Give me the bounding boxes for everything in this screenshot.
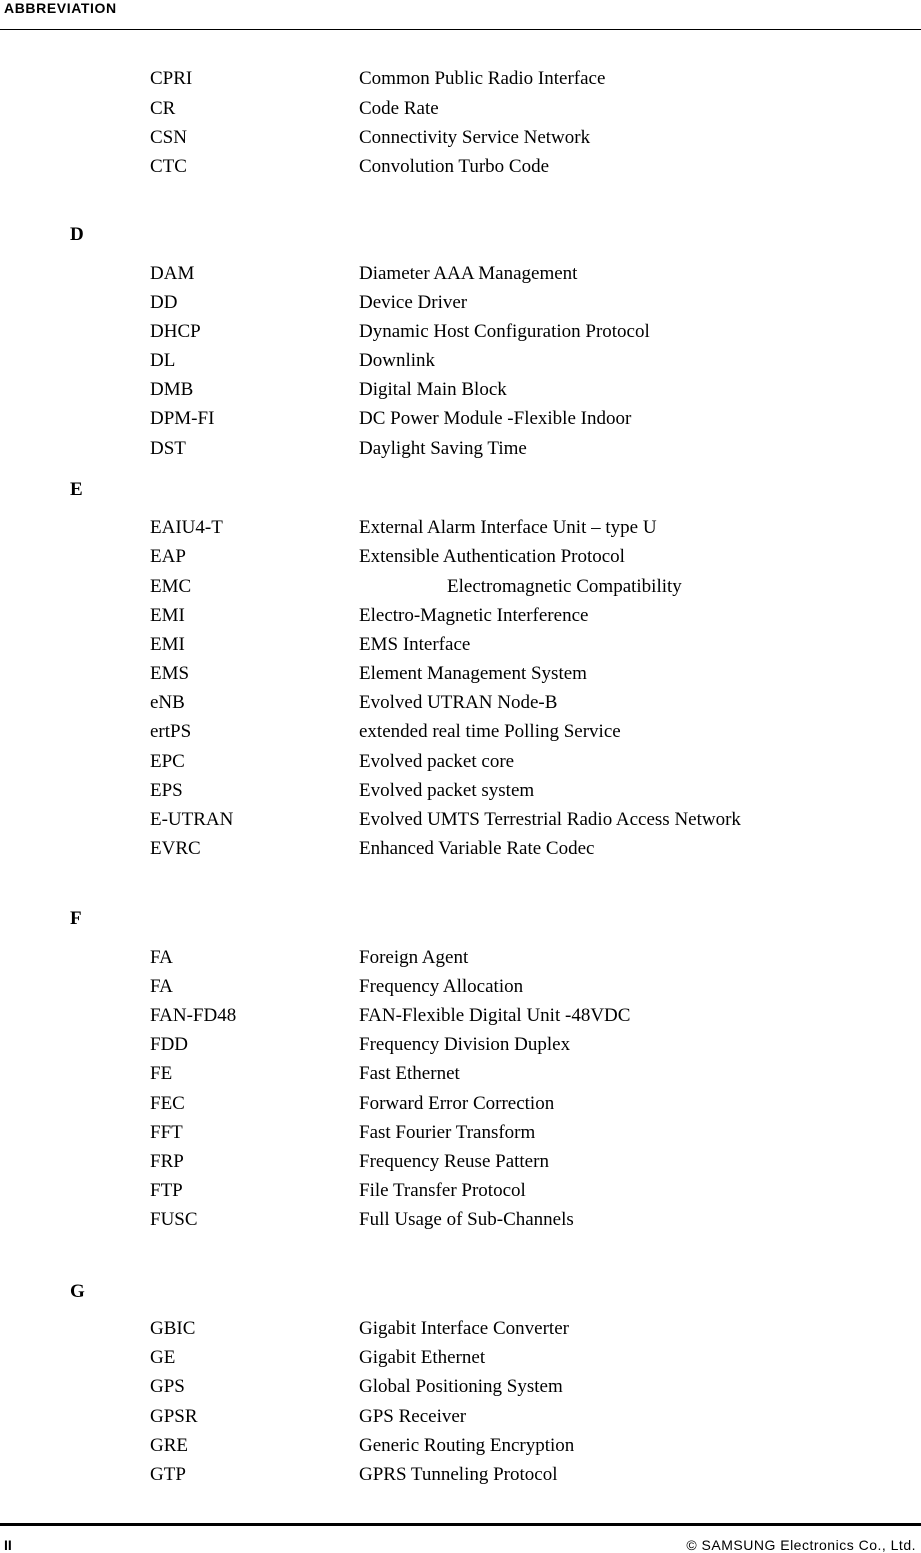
abbreviation: CPRI bbox=[150, 68, 193, 89]
definition: Daylight Saving Time bbox=[359, 438, 527, 459]
definition: Dynamic Host Configuration Protocol bbox=[359, 321, 650, 342]
definition: Enhanced Variable Rate Codec bbox=[359, 838, 595, 859]
entry-row bbox=[0, 837, 921, 861]
entry-row bbox=[0, 1150, 921, 1174]
entry-row bbox=[0, 691, 921, 715]
abbreviation: DD bbox=[150, 292, 178, 313]
definition: External Alarm Interface Unit – type U bbox=[359, 517, 657, 538]
abbreviation: EMC bbox=[150, 576, 192, 597]
definition: Evolved packet core bbox=[359, 751, 515, 772]
definition: Gigabit Interface Converter bbox=[359, 1318, 569, 1339]
definition: extended real time Polling Service bbox=[359, 721, 621, 742]
abbreviation: DST bbox=[150, 438, 186, 459]
definition: Common Public Radio Interface bbox=[359, 68, 606, 89]
abbreviation: FFT bbox=[150, 1122, 183, 1143]
definition: Digital Main Block bbox=[359, 379, 507, 400]
definition: Evolved UTRAN Node-B bbox=[359, 692, 558, 713]
definition: Connectivity Service Network bbox=[359, 127, 591, 148]
abbreviation: DMB bbox=[150, 379, 194, 400]
definition: Evolved UMTS Terrestrial Radio Access Network bbox=[359, 809, 741, 830]
entry-row bbox=[0, 155, 921, 179]
abbreviation: DL bbox=[150, 350, 176, 371]
abbreviation: FA bbox=[150, 947, 173, 968]
entry-row bbox=[0, 126, 921, 150]
definition: Global Positioning System bbox=[359, 1376, 563, 1397]
entry-row bbox=[0, 1434, 921, 1458]
entry-row bbox=[0, 575, 921, 599]
abbreviation: GTP bbox=[150, 1464, 186, 1485]
definition: Fast Ethernet bbox=[359, 1063, 460, 1084]
definition: Code Rate bbox=[359, 98, 439, 119]
entry-row bbox=[0, 545, 921, 569]
abbreviation: EMI bbox=[150, 634, 185, 655]
abbreviation: FUSC bbox=[150, 1209, 198, 1230]
abbreviation: CR bbox=[150, 98, 176, 119]
abbreviation: EAIU4-T bbox=[150, 517, 223, 538]
entry-row bbox=[0, 1375, 921, 1399]
definition: Extensible Authentication Protocol bbox=[359, 546, 625, 567]
abbreviation: GRE bbox=[150, 1435, 188, 1456]
entry-row bbox=[0, 1033, 921, 1057]
definition: Frequency Division Duplex bbox=[359, 1034, 571, 1055]
entry-row bbox=[0, 604, 921, 628]
definition: Device Driver bbox=[359, 292, 468, 313]
definition: Electromagnetic Compatibility bbox=[447, 576, 682, 597]
section-letter-e: E bbox=[70, 479, 83, 500]
header-rule bbox=[0, 29, 921, 30]
definition: Diameter AAA Management bbox=[359, 263, 578, 284]
entry-row bbox=[0, 378, 921, 402]
definition: Full Usage of Sub-Channels bbox=[359, 1209, 574, 1230]
abbreviation: DAM bbox=[150, 263, 195, 284]
definition: GPS Receiver bbox=[359, 1406, 467, 1427]
definition: Frequency Reuse Pattern bbox=[359, 1151, 549, 1172]
entry-row bbox=[0, 1317, 921, 1341]
definition: Generic Routing Encryption bbox=[359, 1435, 575, 1456]
abbreviation: FEC bbox=[150, 1093, 185, 1114]
abbreviation: FA bbox=[150, 976, 173, 997]
abbreviation: EPC bbox=[150, 751, 185, 772]
abbreviation: CSN bbox=[150, 127, 187, 148]
entry-row bbox=[0, 1121, 921, 1145]
definition: Gigabit Ethernet bbox=[359, 1347, 486, 1368]
definition: Forward Error Correction bbox=[359, 1093, 555, 1114]
entry-row bbox=[0, 779, 921, 803]
section-letter-f: F bbox=[70, 908, 82, 929]
entry-row bbox=[0, 1092, 921, 1116]
abbreviation: GPSR bbox=[150, 1406, 198, 1427]
entry-row bbox=[0, 720, 921, 744]
copyright-notice: © SAMSUNG Electronics Co., Ltd. bbox=[686, 1537, 916, 1553]
abbreviation: EMS bbox=[150, 663, 190, 684]
definition: Convolution Turbo Code bbox=[359, 156, 550, 177]
entry-row bbox=[0, 1179, 921, 1203]
entry-row bbox=[0, 1346, 921, 1370]
abbreviation: GBIC bbox=[150, 1318, 196, 1339]
abbreviation: DHCP bbox=[150, 321, 201, 342]
abbreviation: EAP bbox=[150, 546, 186, 567]
entry-row bbox=[0, 516, 921, 540]
definition: FAN-Flexible Digital Unit -48VDC bbox=[359, 1005, 631, 1026]
entry-row bbox=[0, 808, 921, 832]
entry-row bbox=[0, 349, 921, 373]
abbreviation: E-UTRAN bbox=[150, 809, 234, 830]
definition: Foreign Agent bbox=[359, 947, 469, 968]
running-header: ABBREVIATION bbox=[4, 0, 117, 16]
entry-row bbox=[0, 633, 921, 657]
page-number: II bbox=[4, 1537, 12, 1553]
abbreviation: FAN-FD48 bbox=[150, 1005, 237, 1026]
abbreviation: GPS bbox=[150, 1376, 185, 1397]
entry-row bbox=[0, 1004, 921, 1028]
abbreviation: DPM-FI bbox=[150, 408, 215, 429]
entry-row bbox=[0, 67, 921, 91]
definition: Electro-Magnetic Interference bbox=[359, 605, 589, 626]
abbreviation: FRP bbox=[150, 1151, 184, 1172]
footer-rule bbox=[0, 1523, 921, 1526]
abbreviation: FE bbox=[150, 1063, 173, 1084]
definition: Downlink bbox=[359, 350, 435, 371]
section-letter-g: G bbox=[70, 1281, 85, 1302]
entry-row bbox=[0, 291, 921, 315]
entry-row bbox=[0, 1405, 921, 1429]
abbreviation: EVRC bbox=[150, 838, 201, 859]
definition: DC Power Module -Flexible Indoor bbox=[359, 408, 632, 429]
definition: EMS Interface bbox=[359, 634, 471, 655]
entry-row bbox=[0, 1208, 921, 1232]
abbreviation: EPS bbox=[150, 780, 183, 801]
entry-row bbox=[0, 97, 921, 121]
definition: Frequency Allocation bbox=[359, 976, 524, 997]
definition: Element Management System bbox=[359, 663, 587, 684]
definition: GPRS Tunneling Protocol bbox=[359, 1464, 558, 1485]
abbreviation: ertPS bbox=[150, 721, 192, 742]
definition: Fast Fourier Transform bbox=[359, 1122, 536, 1143]
entry-row bbox=[0, 1463, 921, 1487]
abbreviation: FTP bbox=[150, 1180, 183, 1201]
definition: File Transfer Protocol bbox=[359, 1180, 526, 1201]
abbreviation: EMI bbox=[150, 605, 185, 626]
entry-row bbox=[0, 320, 921, 344]
entry-row bbox=[0, 262, 921, 286]
definition: Evolved packet system bbox=[359, 780, 535, 801]
abbreviation: FDD bbox=[150, 1034, 189, 1055]
section-letter-d: D bbox=[70, 224, 84, 245]
entry-row bbox=[0, 1062, 921, 1086]
abbreviation: GE bbox=[150, 1347, 176, 1368]
abbreviation: eNB bbox=[150, 692, 185, 713]
entry-row bbox=[0, 407, 921, 431]
entry-row bbox=[0, 437, 921, 461]
entry-row bbox=[0, 946, 921, 970]
entry-row bbox=[0, 662, 921, 686]
abbreviation: CTC bbox=[150, 156, 187, 177]
entry-row bbox=[0, 750, 921, 774]
entry-row bbox=[0, 975, 921, 999]
